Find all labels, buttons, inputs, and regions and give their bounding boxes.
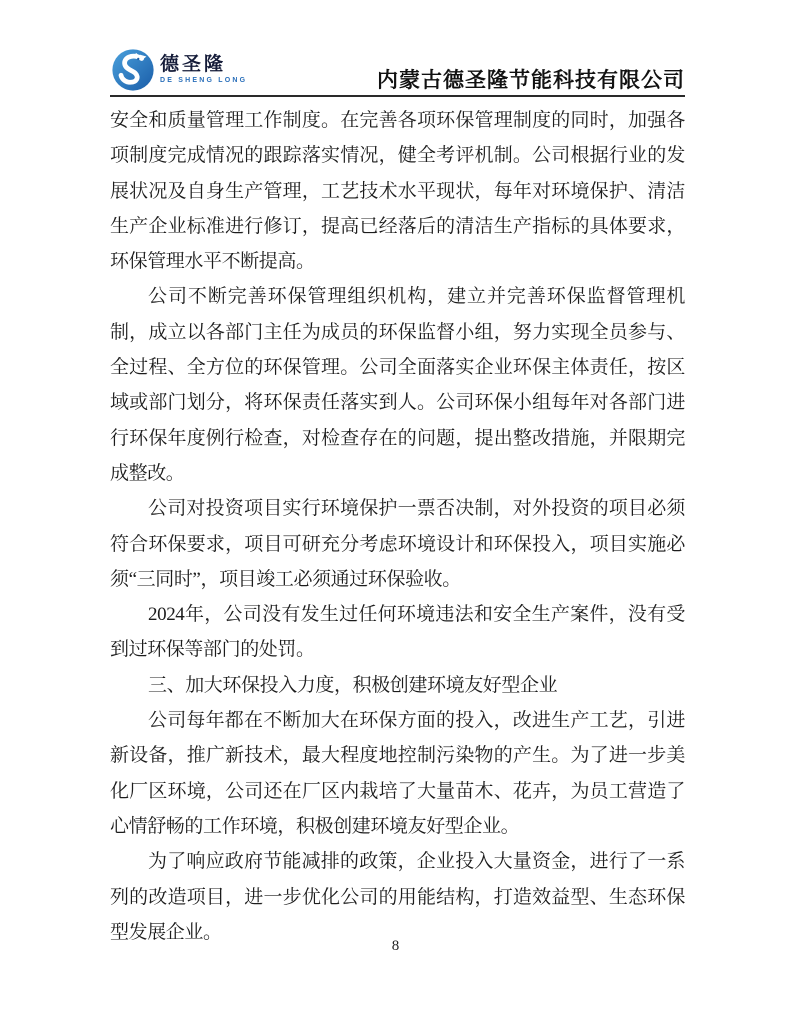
paragraph: 公司每年都在不断加大在环保方面的投入，改进生产工艺，引进新设备，推广新技术，最大程度地控制污染物的产生。为了进一步美化厂区环境，公司还在厂区内栽培了大量苗木、花卉，为员工营造了心情舒畅的工作环境，积极创建环境友好型企业。 <box>110 710 685 837</box>
company-logo <box>110 46 247 92</box>
section-heading: 三、加大环保投入力度，积极创建环境友好型企业 <box>148 674 558 696</box>
paragraph: 为了响应政府节能减排的政策，企业投入大量资金，进行了一系列的改造项目，进一步优化公司的用能结构，打造效益型、生态环保型发展企业。 <box>110 851 685 943</box>
dsl-dragon-s-logo-icon <box>110 46 156 92</box>
company-name: 内蒙古德圣隆节能科技有限公司 <box>377 68 685 92</box>
brand-name-cn: 德圣隆 <box>160 53 227 75</box>
page-footer <box>0 938 791 955</box>
brand-name-en: DE SHENG LONG <box>160 76 248 84</box>
logo-wordmark <box>160 55 247 84</box>
page-number: 8 <box>391 938 400 954</box>
paragraph: 公司不断完善环保管理组织机构，建立并完善环保监督管理机制，成立以各部门主任为成员的环保监督小组，努力实现全员参与、全过程、全方位的环保管理。公司全面落实企业环保主体责任，按区域或部门划分，将环保责任落实到人。公司环保小组每年对各部门进行环保年度例行检查，对检查存在的问题，提出整改措施，并限期完成整改。 <box>110 286 685 484</box>
paragraph: 2024年，公司没有发生过任何环境违法和安全生产案件，没有受到过环保等部门的处罚。 <box>110 604 685 661</box>
paragraph: 安全和质量管理工作制度。在完善各项环保管理制度的同时，加强各项制度完成情况的跟踪落实情况，健全考评机制。公司根据行业的发展状况及自身生产管理，工艺技术水平现状，每年对环境保护、清洁生产企业标准进行修订，提高已经落后的清洁生产指标的具体要求，环保管理水平不断提高。 <box>110 110 685 273</box>
paragraph: 公司对投资项目实行环境保护一票否决制，对外投资的项目必须符合环保要求，项目可研充分考虑环境设计和环保投入，项目实施必须“三同时”，项目竣工必须通过环保验收。 <box>110 498 685 590</box>
page-header <box>110 36 685 94</box>
header-rule <box>110 95 685 97</box>
document-body <box>110 103 685 950</box>
